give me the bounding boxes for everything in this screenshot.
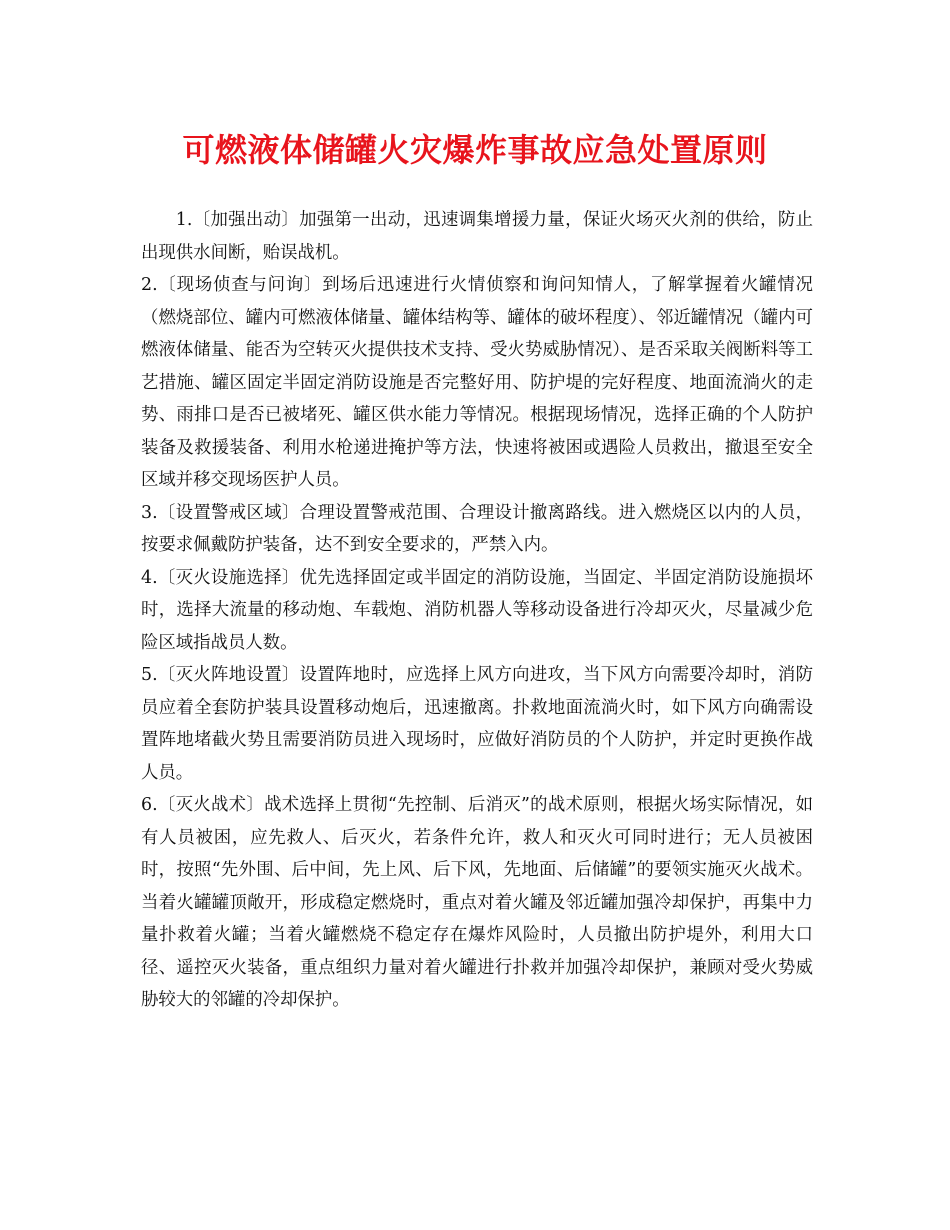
paragraph-3: 3.〔设置警戒区域〕合理设置警戒范围、合理设计撤离路线。进入燃烧区以内的人员，按要求佩戴防护装备，达不到安全要求的，严禁入内。: [141, 502, 813, 555]
paragraph-4: 4.〔灭火设施选择〕优先选择固定或半固定的消防设施，当固定、半固定消防设施损坏时，选择大流量的移动炮、车载炮、消防机器人等移动设备进行冷却灭火，尽量减少危险区域指战员人数。: [141, 567, 813, 653]
paragraph-5: 5.〔灭火阵地设置〕设置阵地时，应选择上风方向进攻，当下风方向需要冷却时，消防员应着全套防护装具设置移动炮后，迅速撤离。扑救地面流淌火时，如下风方向确需设置阵地堵截火势且需要消防员进入现场时，应做好消防员的个人防护，并定时更换作战人员。: [141, 665, 813, 783]
page-title: 可燃液体储罐火灾爆炸事故应急处置原则: [182, 131, 768, 169]
paragraph-6: 6.〔灭火战术〕战术选择上贯彻“先控制、后消灭”的战术原则，根据火场实际情况，如有人员被困，应先救人、后灭火，若条件允许，救人和灭火可同时进行；无人员被困时，按照“先外围、后中间，先上风、后下风，先地面、后储罐”的要领实施灭火战术。当着火罐罐顶敞开，形成稳定燃烧时，重点对着火罐及邻近罐加强冷却保护，再集中力量扑救着火罐；当着火罐燃烧不稳定存在爆炸风险时，人员撤出防护堤外，利用大口径、遥控灭火装备，重点组织力量对着火罐进行扑救并加强冷却保护，兼顾对受火势威胁较大的邻罐的冷却保护。: [141, 795, 813, 1010]
document-body: [141, 204, 813, 1017]
paragraph-2: 2.〔现场侦查与问询〕到场后迅速进行火情侦察和询问知情人，了解掌握着火罐情况（燃烧部位、罐内可燃液体储量、罐体结构等、罐体的破坏程度）、邻近罐情况（罐内可燃液体储量、能否为空转灭火提供技术支持、受火势威胁情况）、是否采取关阀断料等工艺措施、罐区固定半固定消防设施是否完整好用、防护堤的完好程度、地面流淌火的走势、雨排口是否已被堵死、罐区供水能力等情况。根据现场情况，选择正确的个人防护装备及救援装备、利用水枪递进掩护等方法，快速将被困或遇险人员救出，撤退至安全区域并移交现场医护人员。: [141, 275, 813, 490]
paragraph-1: 1.〔加强出动〕加强第一出动，迅速调集增援力量，保证火场灭火剂的供给，防止出现供水间断，贻误战机。: [141, 210, 813, 263]
